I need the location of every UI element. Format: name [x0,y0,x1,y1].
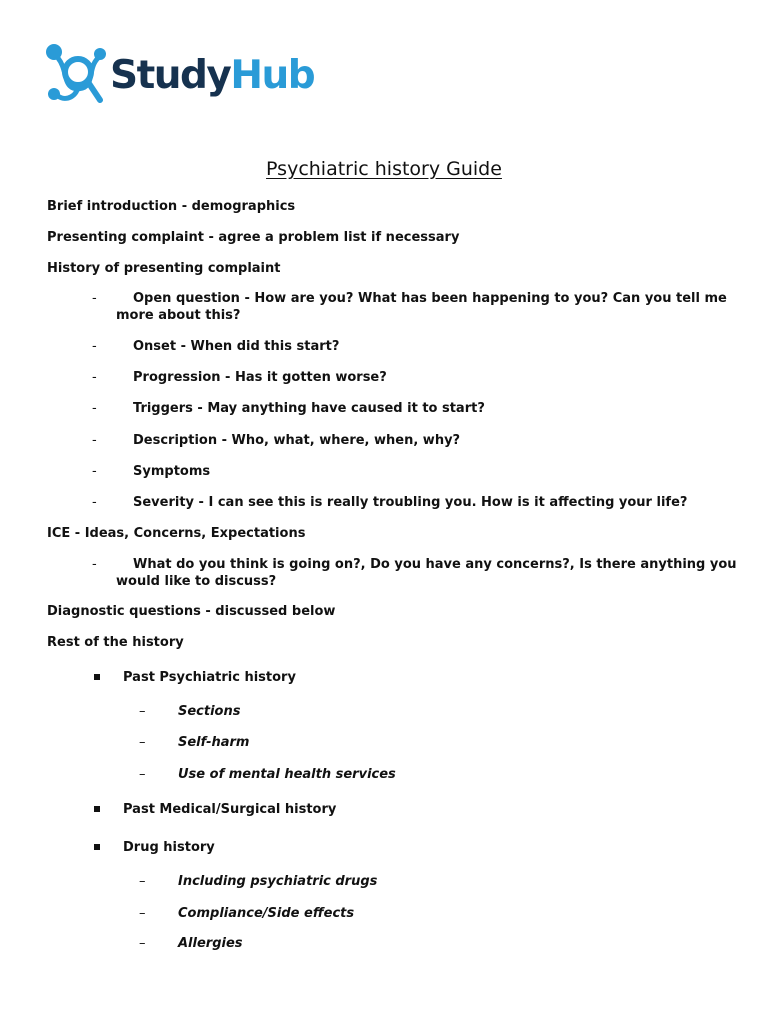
list-endash: – [139,704,146,719]
diagnostic-line: Diagnostic questions - discussed below [47,604,336,619]
page-title: Psychiatric history Guide [266,158,502,180]
list-dash: - [92,557,97,572]
hpc-item-open-question-cont: more about this? [116,308,241,323]
list-dash: - [92,339,97,354]
sub-item-compliance: Compliance/Side effects [178,906,355,921]
stethoscope-icon [44,42,108,108]
square-bullet-icon [94,674,100,680]
ice-heading: ICE - Ideas, Concerns, Expectations [47,526,306,541]
list-endash: – [139,906,146,921]
hpc-item-open-question: Open question - How are you? What has been happening to you? Can you tell me [133,291,727,306]
square-bullet-icon [94,844,100,850]
ice-item: What do you think is going on?, Do you have any concerns?, Is there anything you [133,557,737,572]
sub-item-psychiatric-drugs: Including psychiatric drugs [178,874,378,889]
brand-part-study: Study [110,52,231,98]
list-endash: – [139,735,146,750]
rest-item-psychiatric: Past Psychiatric history [123,670,296,685]
brand-wordmark [110,52,315,98]
list-dash: - [92,401,97,416]
rest-heading: Rest of the history [47,635,184,650]
ice-item-cont: would like to discuss? [116,574,277,589]
list-endash: – [139,874,146,889]
list-dash: - [92,370,97,385]
hpc-item-progression: Progression - Has it gotten worse? [133,370,387,385]
list-endash: – [139,936,146,951]
intro-line: Brief introduction - demographics [47,199,296,214]
presenting-line: Presenting complaint - agree a problem list if necessary [47,230,460,245]
square-bullet-icon [94,806,100,812]
brand-part-hub: Hub [230,52,315,98]
list-dash: - [92,291,97,306]
hpc-item-onset: Onset - When did this start? [133,339,340,354]
sub-item-mental-health-services: Use of mental health services [178,767,396,782]
list-endash: – [139,767,146,782]
hpc-heading: History of presenting complaint [47,261,281,276]
sub-item-self-harm: Self-harm [178,735,250,750]
rest-item-drug-history: Drug history [123,840,215,855]
studyhub-logo [44,42,314,108]
hpc-item-symptoms: Symptoms [133,464,211,479]
hpc-item-severity: Severity - I can see this is really troubling you. How is it affecting your life? [133,495,688,510]
sub-item-allergies: Allergies [178,936,243,951]
list-dash: - [92,495,97,510]
sub-item-sections: Sections [178,704,241,719]
list-dash: - [92,433,97,448]
hpc-item-description: Description - Who, what, where, when, why? [133,433,461,448]
list-dash: - [92,464,97,479]
hpc-item-triggers: Triggers - May anything have caused it to start? [133,401,485,416]
rest-item-medical-surgical: Past Medical/Surgical history [123,802,337,817]
